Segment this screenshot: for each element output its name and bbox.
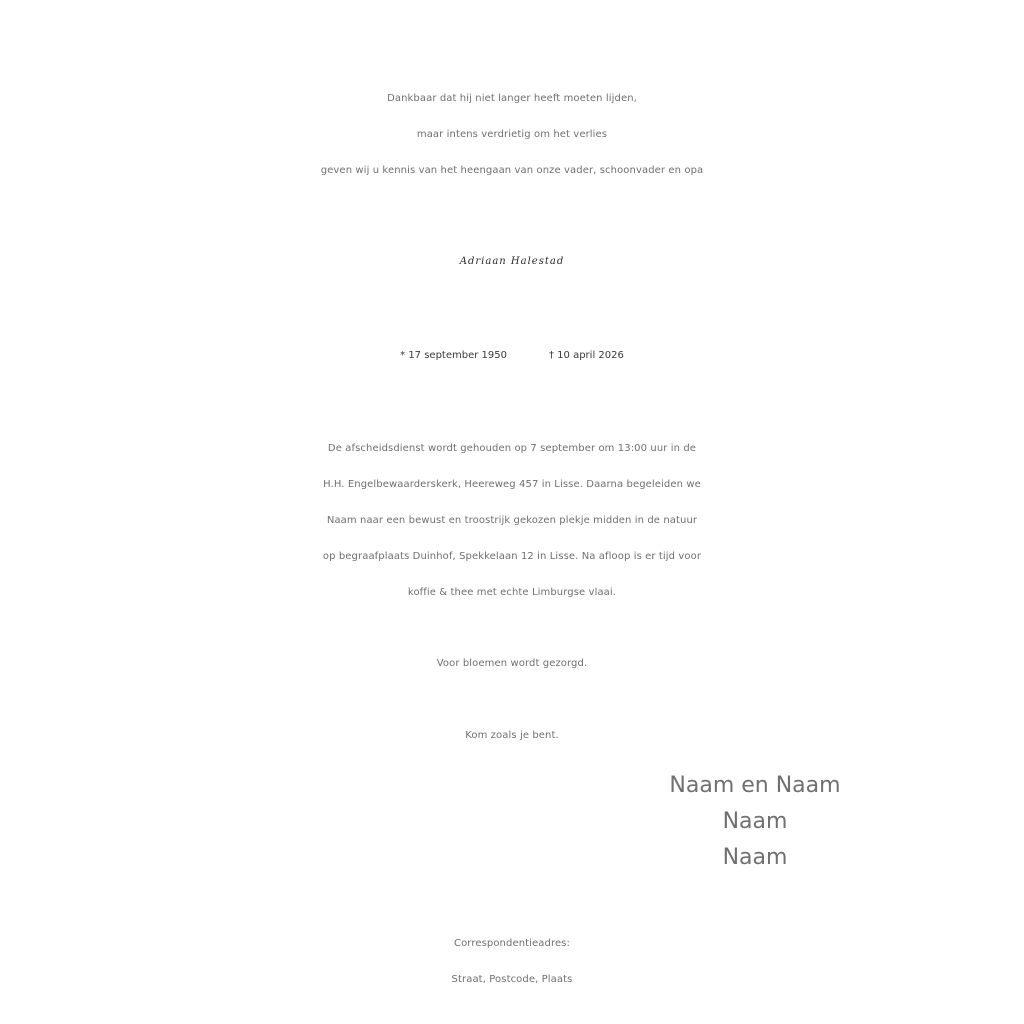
service-line-4: op begraafplaats Duinhof, Spekkelaan 12 in Lisse. Na afloop is er tijd voor <box>322 551 702 562</box>
deceased-name: Adriaan Halestad <box>459 256 565 267</box>
dress-note: Kom zoals je bent. <box>465 730 559 741</box>
signatory-3: Naam <box>722 845 788 870</box>
life-dates <box>0 338 1024 374</box>
intro-line-3: geven wij u kennis van het heengaan van onze vader, schoonvader en opa <box>320 165 704 176</box>
signatory-2: Naam <box>722 809 788 834</box>
birth-date: * 17 september 1950 <box>400 350 507 361</box>
service-line-2: H.H. Engelbewaarderskerk, Heereweg 457 in Lisse. Daarna begeleiden we <box>323 479 701 490</box>
correspondence-address: Straat, Postcode, Plaats <box>451 974 573 985</box>
service-line-5: koffie & thee met echte Limburgse vlaai. <box>407 587 617 598</box>
flowers-note: Voor bloemen wordt gezorgd. <box>436 658 588 669</box>
service-line-1: De afscheidsdienst wordt gehouden op 7 september om 13:00 uur in de <box>327 443 697 454</box>
correspondence-label: Correspondentieadres: <box>454 938 570 949</box>
death-date: † 10 april 2026 <box>549 350 624 361</box>
intro-line-2: maar intens verdrietig om het verlies <box>416 129 608 140</box>
signatory-1: Naam en Naam <box>669 773 841 798</box>
service-line-3: Naam naar een bewust en troostrijk gekozen plekje midden in de natuur <box>326 515 698 526</box>
intro-line-1: Dankbaar dat hij niet langer heeft moeten lijden, <box>387 93 637 104</box>
